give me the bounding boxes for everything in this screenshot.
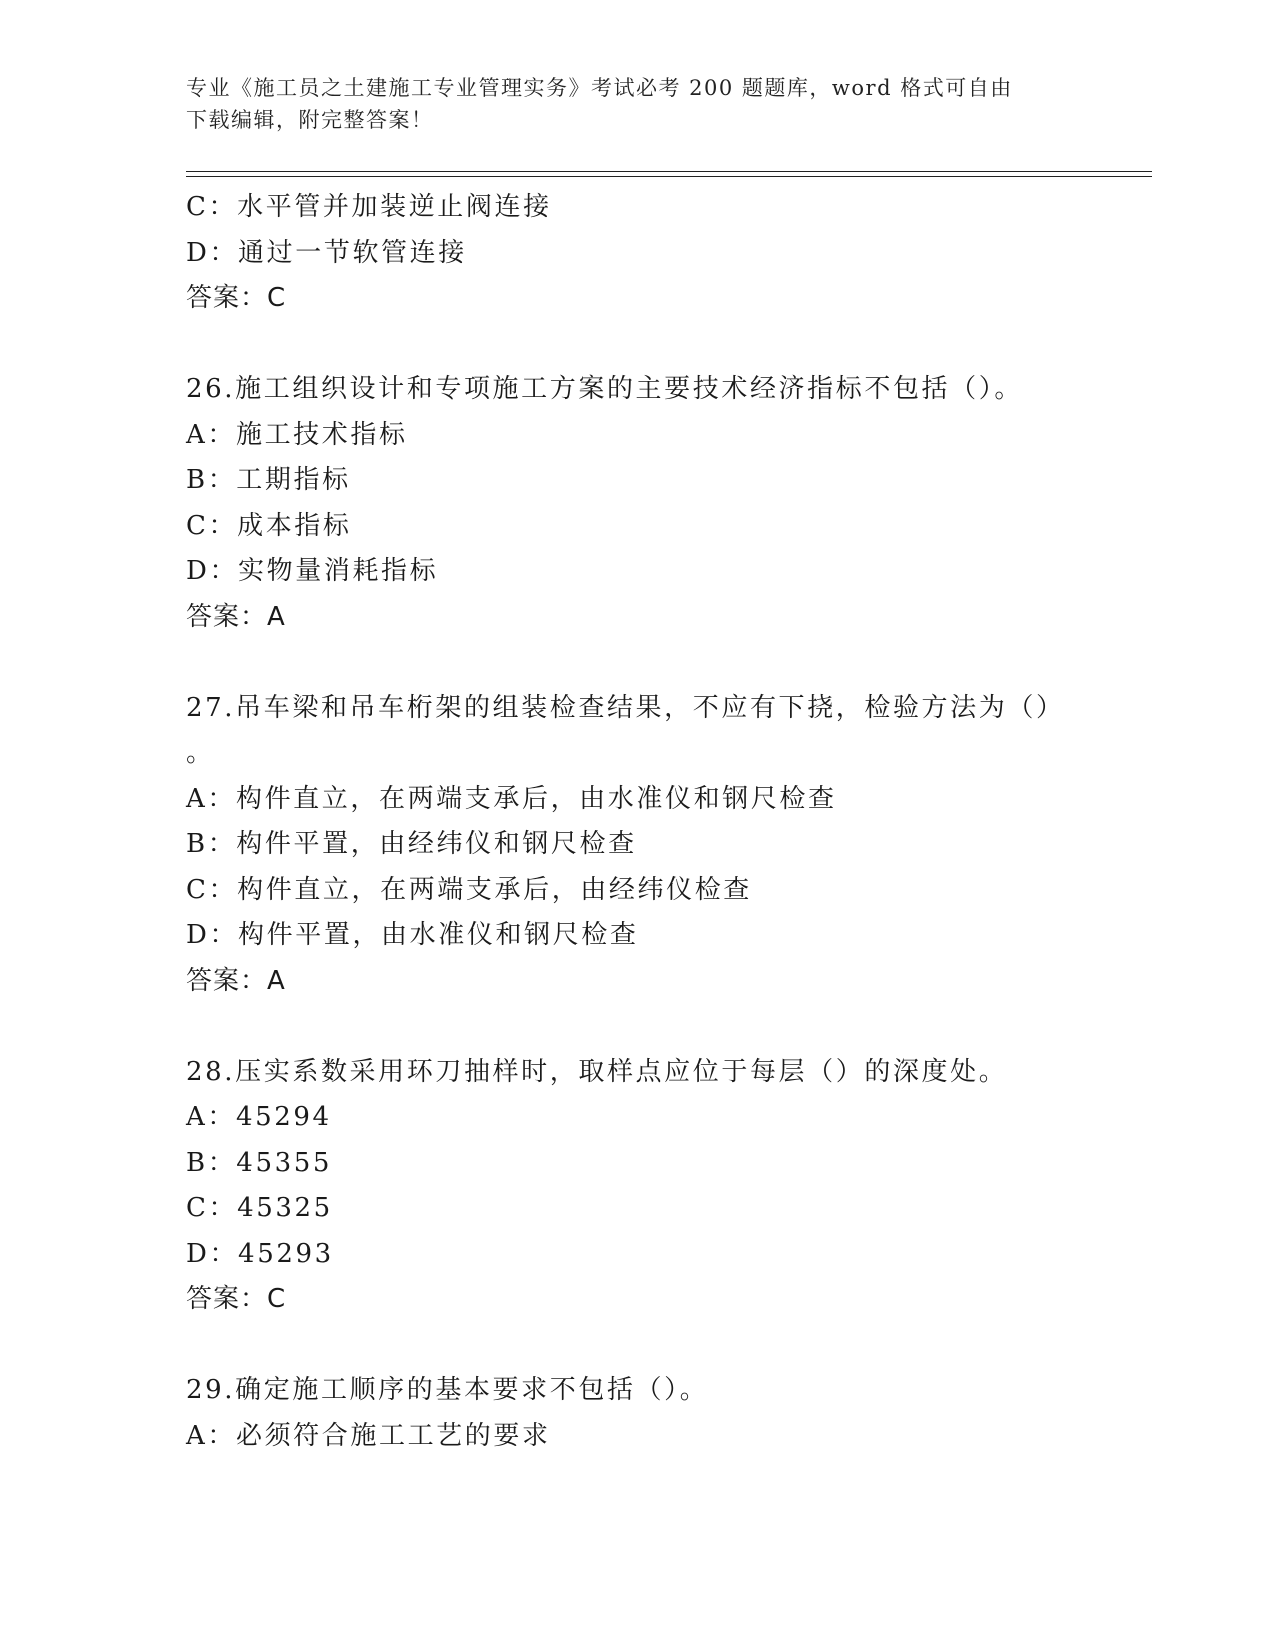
q26-option-a: A：施工技术指标 <box>186 419 408 450</box>
q27-option-b: B：构件平置，由经纬仪和钢尺检查 <box>186 829 637 859</box>
header-line-2: 下载编辑，附完整答案！ <box>186 108 434 132</box>
prev-answer: 答案：C <box>186 283 287 313</box>
question-29: 29.确定施工顺序的基本要求不包括（）。 <box>186 1375 709 1405</box>
question-26: 26.施工组织设计和专项施工方案的主要技术经济指标不包括（）。 <box>186 374 1023 404</box>
q27-option-d: D：构件平置，由水准仪和钢尺检查 <box>186 920 639 950</box>
spacer <box>186 322 1086 368</box>
q27-option-c: C：构件直立，在两端支承后，由经纬仪检查 <box>186 874 752 905</box>
question-28: 28.压实系数采用环刀抽样时，取样点应位于每层（）的深度处。 <box>186 1056 1008 1087</box>
q28-option-d: D：45293 <box>186 1238 334 1269</box>
q29-option-a: A：必须符合施工工艺的要求 <box>186 1420 551 1451</box>
q28-answer: 答案：C <box>186 1284 287 1314</box>
document-header <box>186 72 1066 136</box>
prev-option-c: C：水平管并加装逆止阀连接 <box>186 192 552 222</box>
spacer <box>186 1004 1086 1050</box>
q28-option-b: B：45355 <box>186 1147 333 1178</box>
q26-option-c: C：成本指标 <box>186 510 352 541</box>
q26-option-b: B：工期指标 <box>186 465 351 495</box>
q27-option-a: A：构件直立，在两端支承后，由水准仪和钢尺检查 <box>186 783 837 814</box>
header-line-1: 专业《施工员之土建施工专业管理实务》考试必考 200 题题库，word 格式可自由 <box>186 76 1013 100</box>
q28-option-c: C：45325 <box>186 1193 333 1223</box>
q26-option-d: D：实物量消耗指标 <box>186 556 439 586</box>
spacer <box>186 1323 1086 1369</box>
q26-answer: 答案：A <box>186 601 286 632</box>
header-rule-top <box>186 171 1152 172</box>
q27-answer: 答案：A <box>186 965 286 996</box>
question-27-continuation: 。 <box>186 738 215 768</box>
question-list <box>186 185 1086 1459</box>
question-27: 27.吊车梁和吊车桁架的组装检查结果，不应有下挠，检验方法为（） <box>186 692 1065 723</box>
header-rule-bottom <box>186 176 1152 177</box>
spacer <box>186 640 1086 686</box>
prev-option-d: D：通过一节软管连接 <box>186 237 467 268</box>
q28-option-a: A：45294 <box>186 1102 332 1132</box>
